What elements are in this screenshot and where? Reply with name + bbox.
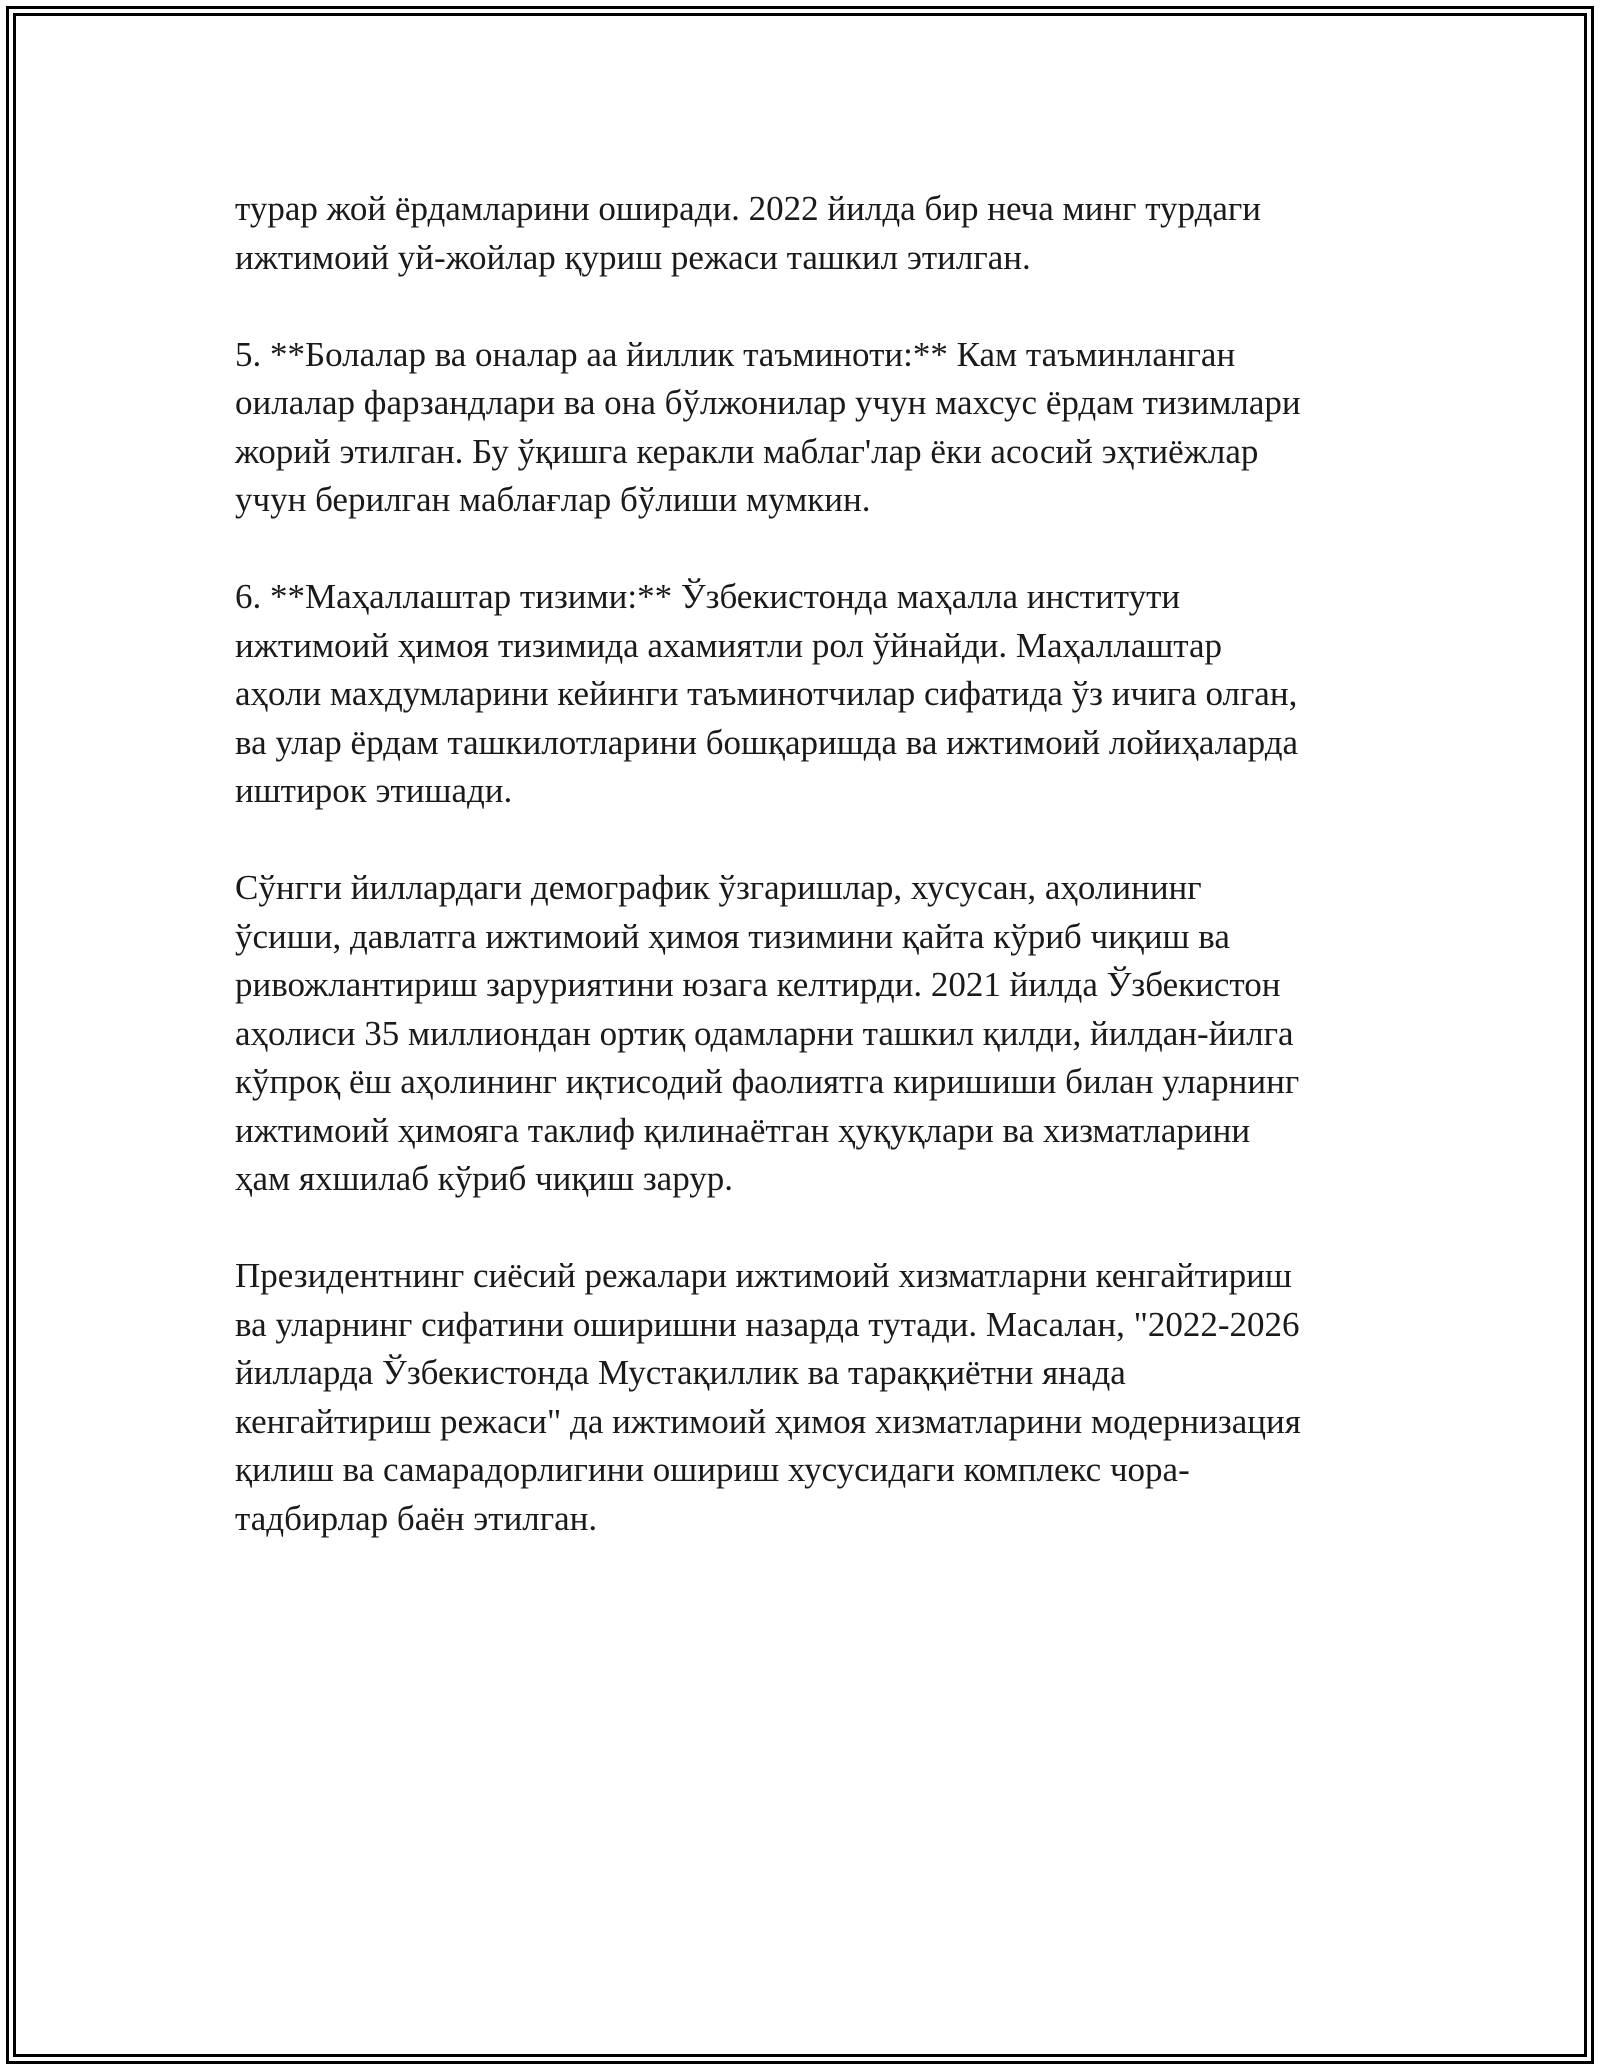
- text-line: ривожлантириш заруриятини юзага келтирди. 2021 йилда Ўзбекистон: [235, 965, 1281, 1004]
- paragraph-president-plans: [235, 1252, 1365, 1543]
- text-line: учун берилган маблағлар бўлиши мумкин.: [235, 480, 871, 519]
- text-line: қилиш ва самарадорлигини ошириш хусусидаги комплекс чора-: [235, 1450, 1190, 1489]
- paragraph-mahalla-system: [235, 573, 1365, 816]
- text-line: тадбирлар баён этилган.: [235, 1498, 598, 1538]
- text-line: турар жой ёрдамларини оширади. 2022 йилда бир неча минг турдаги: [235, 189, 1262, 228]
- text-line: ўсиши, давлатга ижтимоий ҳимоя тизимини қайта кўриб чиқиш ва: [235, 916, 1230, 956]
- paragraph-demographics: [235, 864, 1365, 1204]
- text-line: ижтимоий ҳимояга таклиф қилинаётган ҳуқуқлари ва хизматларини: [235, 1110, 1251, 1150]
- text-line: ва улар ёрдам ташкилотларини бошқаришда ва ижтимоий лойиҳаларда: [235, 722, 1299, 762]
- text-line: ижтимоий уй-жойлар қуриш режаси ташкил этилган.: [235, 237, 1031, 277]
- text-line: оилалар фарзандлари ва она бўлжонилар учун махсус ёрдам тизимлари: [235, 383, 1301, 422]
- text-line: Сўнгги йиллардаги демографик ўзгаришлар, хусусан, аҳолининг: [235, 868, 1202, 907]
- document-body: [235, 185, 1365, 1543]
- paragraph-children-mothers: [235, 331, 1365, 525]
- text-line: 5. **Болалар ва оналар аа йиллик таъминоти:** Кам таъминланган: [235, 334, 1236, 374]
- text-line: Президентнинг сиёсий режалари ижтимоий хизматларни кенгайтириш: [235, 1256, 1292, 1295]
- text-line: ва уларнинг сифатини оширишни назарда тутади. Масалан, "2022-2026: [235, 1304, 1300, 1344]
- text-line: кўпроқ ёш аҳолининг иқтисодий фаолиятга киришиши билан уларнинг: [235, 1062, 1300, 1101]
- text-line: йилларда Ўзбекистонда Мустақиллик ва тараққиётни янада: [235, 1353, 1126, 1392]
- text-line: кенгайтириш режаси" да ижтимоий ҳимоя хизматларини модернизация: [235, 1401, 1301, 1441]
- paragraph-housing: [235, 185, 1365, 282]
- text-line: ҳам яхшилаб кўриб чиқиш зарур.: [235, 1159, 733, 1198]
- text-line: ижтимоий ҳимоя тизимида ахамиятли рол ўйнайди. Маҳаллаштар: [235, 625, 1223, 665]
- text-line: жорий этилган. Бу ўқишга керакли маблаг'лар ёки асосий эҳтиёжлар: [235, 431, 1259, 471]
- text-line: аҳоли махдумларини кейинги таъминотчилар сифатида ўз ичига олган,: [235, 674, 1298, 713]
- text-line: аҳолиси 35 миллиондан ортиқ одамларни ташкил қилди, йилдан-йилга: [235, 1013, 1294, 1053]
- text-line: иштирок этишади.: [235, 771, 513, 810]
- text-line: 6. **Маҳаллаштар тизими:** Ўзбекистонда маҳалла институти: [235, 577, 1181, 616]
